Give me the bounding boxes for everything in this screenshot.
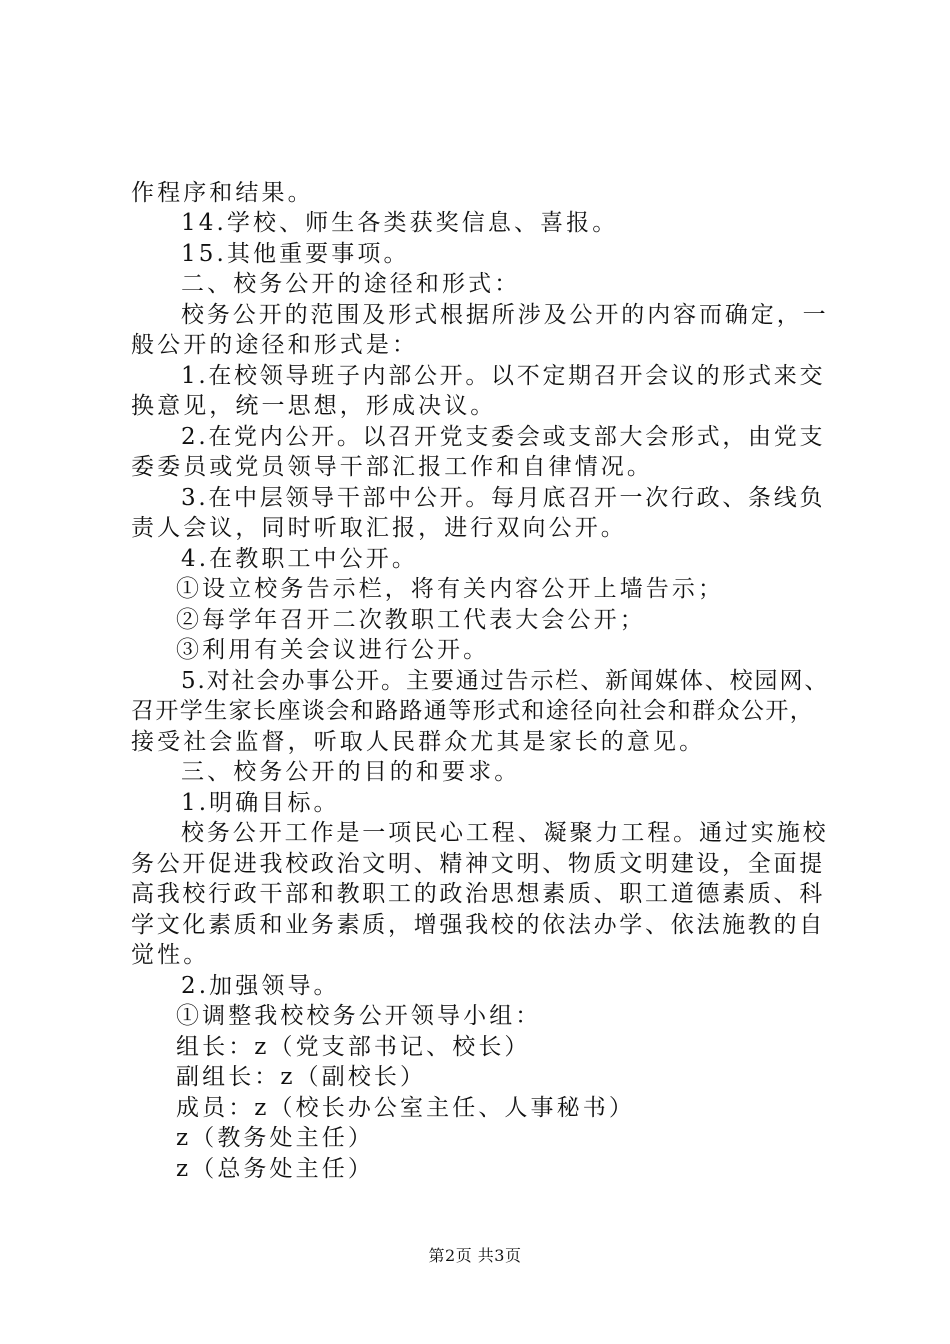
- text-line-26: 觉性。: [131, 942, 210, 968]
- text-line-13: 4.在教职工中公开。: [181, 546, 418, 572]
- text-line-19: 接受社会监督，听取人民群众尤其是家长的意见。: [131, 729, 706, 755]
- text-line-24: 高我校行政干部和教职工的政治思想素质、职工道德素质、科: [131, 881, 825, 907]
- section-heading-3: 三、校务公开的目的和要求。: [181, 759, 521, 785]
- text-line-31: 成员：z（校长办公室主任、人事秘书）: [176, 1095, 635, 1121]
- text-line-22: 校务公开工作是一项民心工程、凝聚力工程。通过实施校: [181, 820, 829, 846]
- text-line-17: 5.对社会办事公开。主要通过告示栏、新闻媒体、校园网、: [181, 668, 830, 694]
- page-number-footer: 第2页 共3页: [428, 1246, 522, 1265]
- text-line-29: 组长：z（党支部书记、校长）: [176, 1034, 531, 1060]
- text-line-15: ②每学年召开二次教职工代表大会公开；: [176, 607, 646, 633]
- text-line-30: 副组长：z（副校长）: [176, 1064, 427, 1090]
- text-line-14: ①设立校务告示栏，将有关内容公开上墙告示；: [176, 576, 725, 602]
- text-line-5: 校务公开的范围及形式根据所涉及公开的内容而确定，一: [181, 302, 829, 328]
- text-line-21: 1.明确目标。: [181, 790, 340, 816]
- text-line-6: 般公开的途径和形式是：: [131, 332, 419, 358]
- text-line-33: z（总务处主任）: [176, 1156, 374, 1182]
- text-line-7: 1.在校领导班子内部公开。以不定期召开会议的形式来交: [181, 363, 826, 389]
- text-line-9: 2.在党内公开。以召开党支委会或支部大会形式，由党支: [181, 424, 826, 450]
- text-line-3: 15.其他重要事项。: [181, 241, 410, 267]
- section-heading-2: 二、校务公开的途径和形式：: [181, 271, 521, 297]
- text-line-28: ①调整我校校务公开领导小组：: [176, 1003, 542, 1029]
- text-line-32: z（教务处主任）: [176, 1125, 374, 1151]
- text-line-8: 换意见，统一思想，形成决议。: [131, 393, 497, 419]
- text-line-1: 作程序和结果。: [131, 180, 314, 206]
- text-line-18: 召开学生家长座谈会和路路通等形式和途径向社会和群众公开，: [131, 698, 815, 724]
- text-line-27: 2.加强领导。: [181, 973, 340, 999]
- text-line-12: 责人会议，同时听取汇报，进行双向公开。: [131, 515, 627, 541]
- text-line-16: ③利用有关会议进行公开。: [176, 637, 490, 663]
- text-line-2: 14.学校、师生各类获奖信息、喜报。: [181, 210, 619, 236]
- text-line-23: 务公开促进我校政治文明、精神文明、物质文明建设，全面提: [131, 851, 825, 877]
- text-line-11: 3.在中层领导干部中公开。每月底召开一次行政、条线负: [181, 485, 826, 511]
- text-line-10: 委委员或党员领导干部汇报工作和自律情况。: [131, 454, 653, 480]
- text-line-25: 学文化素质和业务素质，增强我校的依法办学、依法施教的自: [131, 912, 825, 938]
